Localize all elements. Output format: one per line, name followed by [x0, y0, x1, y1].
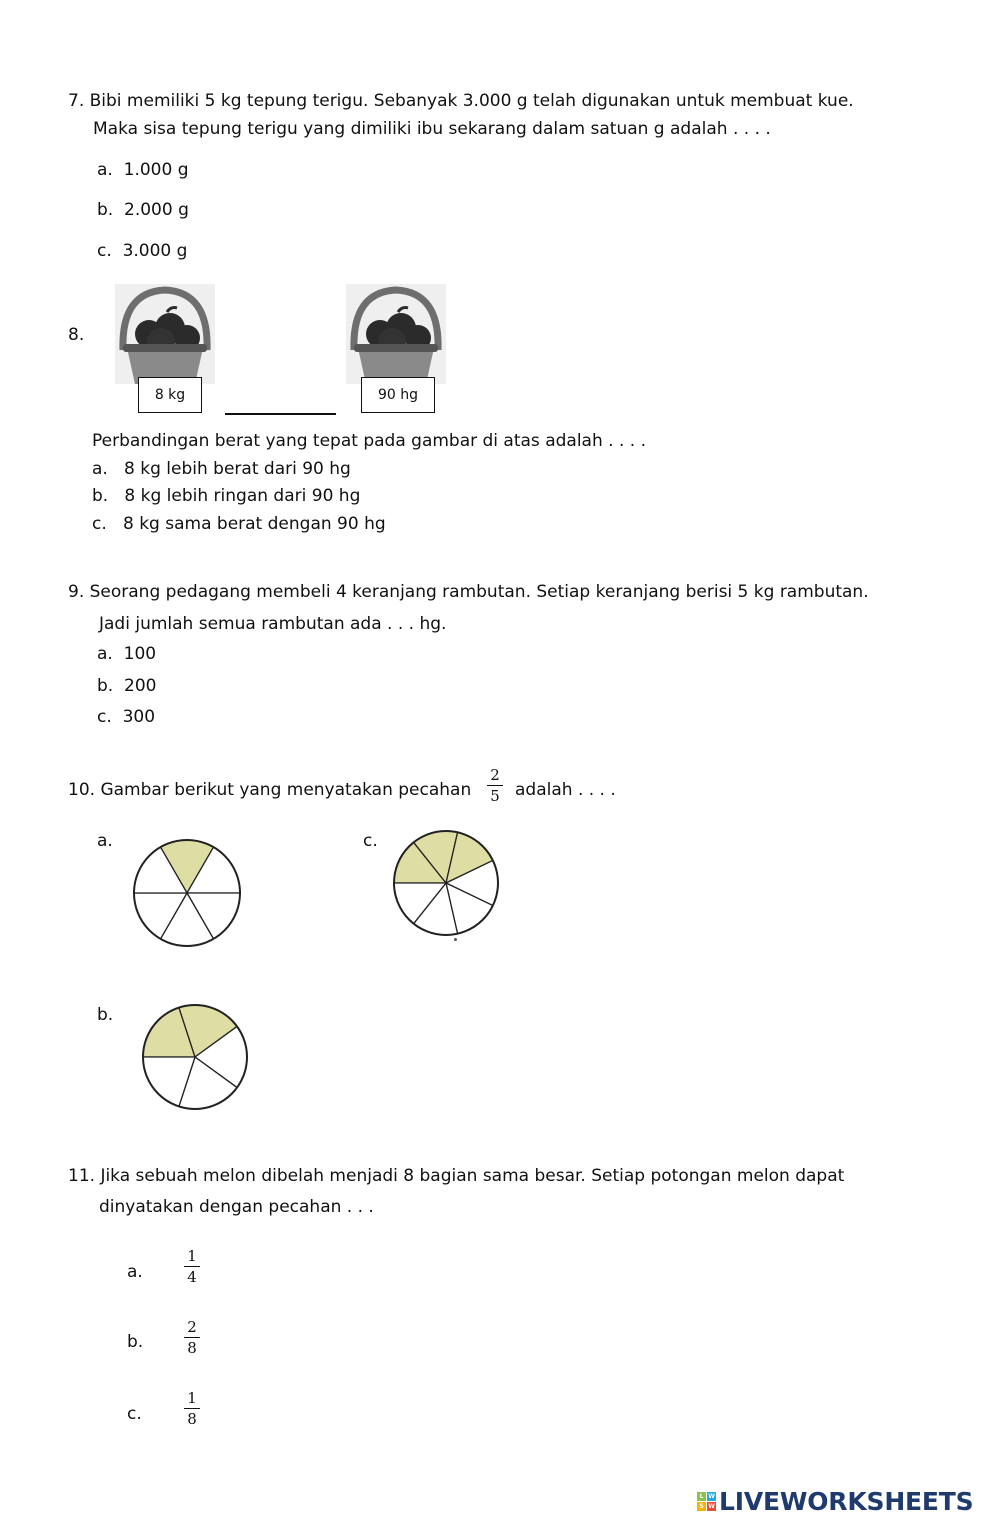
q11-option-a-fraction[interactable]	[182, 1247, 202, 1286]
q8-question: Perbandingan berat yang tepat pada gambar di atas adalah . . . .	[92, 431, 646, 451]
option-text: 3.000 g	[122, 241, 188, 261]
option-letter: c.	[97, 707, 112, 727]
option-letter: b.	[97, 676, 114, 696]
q9-text-line1: 9. Seorang pedagang membeli 4 keranjang rambutan. Setiap keranjang berisi 5 kg rambutan.	[68, 582, 869, 602]
q11-option-b-fraction[interactable]	[182, 1318, 202, 1357]
q10-text-suffix: adalah . . . .	[515, 780, 616, 800]
q11-option-a-letter[interactable]: a.	[127, 1262, 143, 1282]
option-text: 8 kg lebih ringan dari 90 hg	[124, 486, 361, 506]
fraction-bar	[487, 785, 503, 786]
fraction-bar	[184, 1266, 200, 1267]
q7-text-line2: Maka sisa tepung terigu yang dimiliki ibu sekarang dalam satuan g adalah . . . .	[93, 119, 771, 139]
option-text: 8 kg lebih berat dari 90 hg	[124, 459, 351, 479]
fraction-denominator: 8	[187, 1339, 197, 1357]
fraction-bar	[184, 1408, 200, 1409]
q8-option-c[interactable]	[92, 514, 386, 534]
basket-right-label: 90 hg	[361, 377, 435, 413]
option-letter: a.	[97, 644, 113, 664]
q8-number: 8.	[68, 325, 85, 345]
q10-option-a-letter[interactable]: a.	[97, 831, 113, 851]
q7-option-c[interactable]	[97, 241, 187, 261]
q10-option-b-letter[interactable]: b.	[97, 1005, 114, 1025]
basket-left-label: 8 kg	[138, 377, 202, 413]
q7-option-b[interactable]	[97, 200, 189, 220]
q7-option-a[interactable]	[97, 160, 189, 180]
option-text: 100	[123, 644, 157, 664]
comparison-blank[interactable]	[225, 413, 336, 415]
q10-text-prefix: 10. Gambar berikut yang menyatakan pecahan	[68, 780, 472, 800]
option-letter: b.	[92, 486, 109, 506]
option-text: 300	[122, 707, 156, 727]
fraction-numerator: 2	[187, 1318, 197, 1336]
q11-option-b-letter[interactable]: b.	[127, 1332, 144, 1352]
q7-text-line1: 7. Bibi memiliki 5 kg tepung terigu. Sebanyak 3.000 g telah digunakan untuk membuat kue.	[68, 91, 854, 111]
fraction-denominator: 4	[187, 1268, 197, 1286]
q9-option-a[interactable]	[97, 644, 156, 664]
fraction-denominator: 5	[490, 787, 500, 805]
option-letter: b.	[97, 200, 114, 220]
q10-option-a-pie[interactable]	[132, 838, 242, 948]
option-letter: c.	[92, 514, 107, 534]
option-text: 200	[124, 676, 157, 696]
basket-left-image	[115, 284, 215, 384]
basket-right-image	[346, 284, 446, 384]
fraction-numerator: 2	[490, 766, 500, 784]
q10-fraction	[485, 766, 505, 805]
q8-option-b[interactable]	[92, 486, 360, 506]
q11-text-line1: 11. Jika sebuah melon dibelah menjadi 8 bagian sama besar. Setiap potongan melon dapat	[68, 1166, 845, 1186]
fraction-numerator: 1	[187, 1389, 197, 1407]
stray-dot	[454, 938, 457, 941]
liveworksheets-logo[interactable]	[697, 1487, 973, 1516]
q10-option-b-pie[interactable]	[141, 1003, 249, 1111]
logo-mark-icon: L W S W	[697, 1492, 716, 1511]
q8-option-a[interactable]	[92, 459, 351, 479]
option-letter: a.	[92, 459, 108, 479]
fraction-bar	[184, 1337, 200, 1338]
q11-option-c-fraction[interactable]	[182, 1389, 202, 1428]
q9-text-line2: Jadi jumlah semua rambutan ada . . . hg.	[99, 614, 447, 634]
q10-option-c-letter[interactable]: c.	[363, 831, 378, 851]
logo-text: LIVEWORKSHEETS	[719, 1487, 974, 1516]
q10-option-c-pie[interactable]	[392, 829, 500, 937]
option-text: 1.000 g	[123, 160, 189, 180]
q9-option-b[interactable]	[97, 676, 156, 696]
q11-text-line2: dinyatakan dengan pecahan . . .	[99, 1197, 374, 1217]
option-letter: c.	[97, 241, 112, 261]
q11-option-c-letter[interactable]: c.	[127, 1404, 142, 1424]
q9-option-c[interactable]	[97, 707, 155, 727]
option-letter: a.	[97, 160, 113, 180]
fraction-denominator: 8	[187, 1410, 197, 1428]
option-text: 2.000 g	[124, 200, 189, 220]
option-text: 8 kg sama berat dengan 90 hg	[122, 514, 386, 534]
fraction-numerator: 1	[187, 1247, 197, 1265]
